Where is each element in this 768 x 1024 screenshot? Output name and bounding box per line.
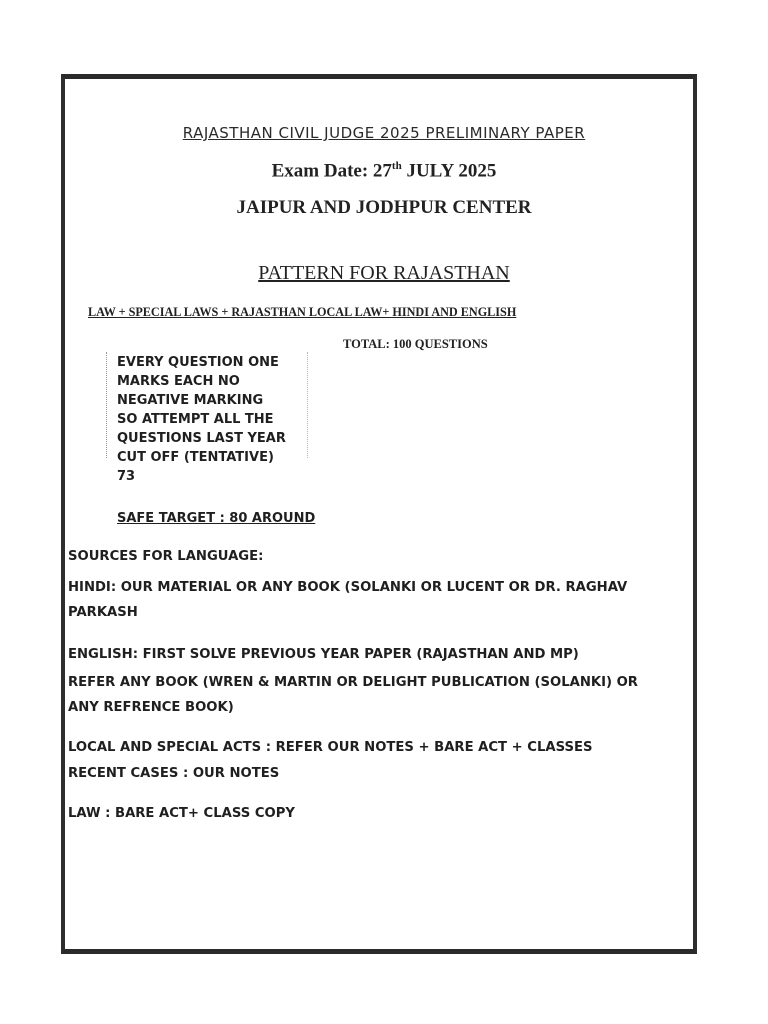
exam-center: JAIPUR AND JODHPUR CENTER bbox=[236, 197, 532, 218]
note-line: NEGATIVE MARKING bbox=[117, 393, 264, 408]
hindi-line-1: HINDI: OUR MATERIAL OR ANY BOOK (SOLANKI OR LUCENT OR DR. RAGHAV bbox=[68, 580, 628, 595]
law-line: LAW : BARE ACT+ CLASS COPY bbox=[68, 806, 295, 821]
note-line: QUESTIONS LAST YEAR bbox=[117, 431, 286, 446]
note-line: 73 bbox=[117, 469, 136, 484]
note-line: EVERY QUESTION ONE bbox=[117, 355, 279, 370]
english-line-3: ANY REFRENCE BOOK) bbox=[68, 700, 234, 715]
note-line: SO ATTEMPT ALL THE bbox=[117, 412, 274, 427]
local-acts-line: LOCAL AND SPECIAL ACTS : REFER OUR NOTES + BARE ACT + CLASSES bbox=[68, 740, 593, 755]
total-questions: TOTAL: 100 QUESTIONS bbox=[343, 337, 488, 351]
safe-target: SAFE TARGET : 80 AROUND bbox=[117, 511, 316, 526]
note-line: MARKS EACH NO bbox=[117, 374, 240, 389]
exam-date-prefix: Exam Date: 27 bbox=[271, 160, 392, 182]
exam-date-suffix: JULY 2025 bbox=[401, 160, 497, 182]
hindi-line-2: PARKASH bbox=[68, 605, 138, 620]
pattern-heading: PATTERN FOR RAJASTHAN bbox=[258, 262, 510, 284]
note-text bbox=[117, 353, 307, 486]
document-title: RAJASTHAN CIVIL JUDGE 2025 PRELIMINARY PAPER bbox=[182, 124, 586, 142]
sources-heading: SOURCES FOR LANGUAGE: bbox=[68, 549, 264, 564]
english-line-1: ENGLISH: FIRST SOLVE PREVIOUS YEAR PAPER (RAJASTHAN AND MP) bbox=[68, 647, 579, 662]
english-line-2: REFER ANY BOOK (WREN & MARTIN OR DELIGHT PUBLICATION (SOLANKI) OR bbox=[68, 675, 638, 690]
exam-date bbox=[0, 160, 768, 182]
subjects-line: LAW + SPECIAL LAWS + RAJASTHAN LOCAL LAW+ HINDI AND ENGLISH bbox=[88, 305, 517, 319]
recent-cases-line: RECENT CASES : OUR NOTES bbox=[68, 766, 280, 781]
note-line: CUT OFF (TENTATIVE) bbox=[117, 450, 274, 465]
exam-date-ordinal: th bbox=[391, 160, 402, 172]
